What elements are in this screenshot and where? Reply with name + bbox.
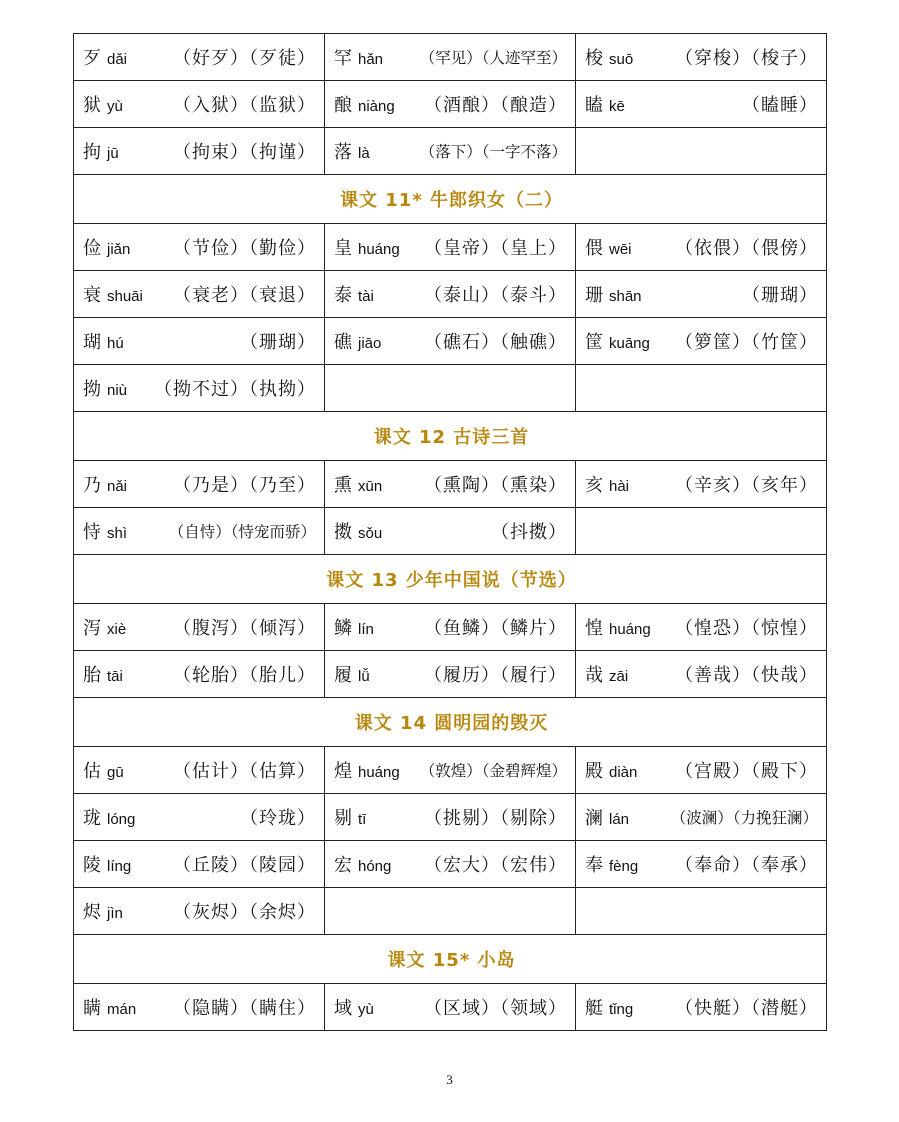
- vocab-cell: [325, 224, 576, 271]
- character: 宏: [334, 855, 352, 876]
- example-words: （丘陵）（陵园）: [173, 855, 316, 876]
- character: 礁: [334, 332, 352, 353]
- table-row: [74, 794, 827, 841]
- vocab-cell: [576, 841, 827, 888]
- section-heading-row: [74, 698, 827, 747]
- vocab-cell: [74, 224, 325, 271]
- character: 履: [334, 665, 352, 686]
- section-title: 课文 14 圆明园的毁灭: [74, 698, 827, 747]
- character: 俭: [83, 238, 101, 259]
- table-row: [74, 984, 827, 1031]
- pinyin: jū: [107, 145, 119, 162]
- section-heading-row: [74, 935, 827, 984]
- vocab-cell: [325, 318, 576, 365]
- character: 胎: [83, 665, 101, 686]
- table-row: [74, 365, 827, 412]
- vocab-cell: [576, 651, 827, 698]
- pinyin: lín: [358, 621, 374, 638]
- section-title: 课文 11* 牛郎织女（二）: [74, 175, 827, 224]
- example-words: （穿梭）（梭子）: [675, 48, 818, 69]
- vocab-cell: [74, 34, 325, 81]
- pinyin: suō: [609, 51, 634, 68]
- example-words: （箩筐）（竹筐）: [675, 332, 818, 353]
- character: 烬: [83, 902, 101, 923]
- pinyin: shān: [609, 288, 642, 305]
- table-row: [74, 604, 827, 651]
- vocabulary-sheet: [73, 33, 826, 1031]
- example-words: （拘束）（拘谨）: [173, 142, 316, 163]
- example-words: （泰山）（泰斗）: [424, 285, 567, 306]
- pinyin: tāi: [107, 668, 123, 685]
- pinyin: niù: [107, 382, 128, 399]
- vocab-cell: [74, 128, 325, 175]
- example-words: （节俭）（勤俭）: [173, 238, 316, 259]
- pinyin: niàng: [358, 98, 395, 115]
- character: 剔: [334, 808, 352, 829]
- table-row: [74, 747, 827, 794]
- section-title: 课文 13 少年中国说（节选）: [74, 555, 827, 604]
- character: 熏: [334, 475, 352, 496]
- example-words: （礁石）（触礁）: [424, 332, 567, 353]
- pinyin: shuāi: [107, 288, 143, 305]
- pinyin: tī: [358, 811, 367, 828]
- character: 筐: [585, 332, 603, 353]
- example-words: （拗不过）（执拗）: [154, 379, 316, 400]
- example-words: （鱼鳞）（鳞片）: [424, 618, 567, 639]
- character: 泻: [83, 618, 101, 639]
- pinyin: shì: [107, 525, 128, 542]
- vocab-cell: [325, 604, 576, 651]
- example-words: （抖擞）: [491, 522, 567, 543]
- example-words: （依偎）（偎傍）: [675, 238, 818, 259]
- example-words: （波澜）（力挽狂澜）: [670, 809, 818, 827]
- character: 落: [334, 142, 352, 163]
- vocab-cell: [74, 747, 325, 794]
- vocab-cell: [325, 271, 576, 318]
- example-words: （自恃）（恃宠而骄）: [168, 523, 316, 541]
- vocab-cell: [576, 224, 827, 271]
- vocab-cell: [74, 461, 325, 508]
- vocab-cell: [74, 271, 325, 318]
- section-heading-row: [74, 175, 827, 224]
- pinyin: hóng: [358, 858, 392, 875]
- example-words: （隐瞒）（瞒住）: [173, 998, 316, 1019]
- example-words: （玲珑）: [240, 808, 316, 829]
- example-words: （罕见）（人迹罕至）: [419, 49, 567, 67]
- pinyin: tǐng: [609, 1001, 634, 1018]
- character: 亥: [585, 475, 603, 496]
- vocab-cell: [576, 747, 827, 794]
- pinyin: hǎn: [358, 51, 384, 68]
- character: 珑: [83, 808, 101, 829]
- example-words: （落下）（一字不落）: [419, 143, 567, 161]
- vocab-cell: [576, 984, 827, 1031]
- pinyin: xiè: [107, 621, 127, 638]
- vocab-cell: [576, 81, 827, 128]
- example-words: （入狱）（监狱）: [173, 95, 316, 116]
- character: 罕: [334, 48, 352, 69]
- character: 瞒: [83, 998, 101, 1019]
- example-words: （酒酿）（酿造）: [424, 95, 567, 116]
- vocabulary-table: [73, 33, 827, 1031]
- example-words: （履历）（履行）: [424, 665, 567, 686]
- vocab-cell: [325, 461, 576, 508]
- character: 瑚: [83, 332, 101, 353]
- pinyin: lǚ: [358, 668, 370, 685]
- character: 泰: [334, 285, 352, 306]
- table-row: [74, 81, 827, 128]
- pinyin: yù: [358, 1001, 374, 1018]
- pinyin: là: [358, 145, 370, 162]
- vocab-cell: [325, 81, 576, 128]
- character: 恃: [83, 522, 101, 543]
- character: 皇: [334, 238, 352, 259]
- example-words: （好歹）（歹徒）: [173, 48, 316, 69]
- character: 瞌: [585, 95, 603, 116]
- example-words: （区域）（领域）: [424, 998, 567, 1019]
- character: 煌: [334, 761, 352, 782]
- table-row: [74, 34, 827, 81]
- pinyin: hú: [107, 335, 124, 352]
- vocab-cell: [74, 365, 325, 412]
- pinyin: jiǎn: [107, 241, 131, 258]
- character: 陵: [83, 855, 101, 876]
- vocab-cell: [74, 651, 325, 698]
- pinyin: huáng: [358, 241, 400, 258]
- pinyin: huáng: [609, 621, 651, 638]
- table-row: [74, 651, 827, 698]
- character: 拘: [83, 142, 101, 163]
- table-row: [74, 224, 827, 271]
- section-title: 课文 12 古诗三首: [74, 412, 827, 461]
- example-words: （珊瑚）: [742, 285, 818, 306]
- character: 酿: [334, 95, 352, 116]
- character: 殿: [585, 761, 603, 782]
- table-row: [74, 508, 827, 555]
- example-words: （快艇）（潜艇）: [675, 998, 818, 1019]
- example-words: （熏陶）（熏染）: [424, 475, 567, 496]
- pinyin: wēi: [609, 241, 632, 258]
- empty-cell: [576, 128, 827, 175]
- pinyin: sǒu: [358, 525, 383, 542]
- vocab-cell: [325, 651, 576, 698]
- vocab-cell: [325, 984, 576, 1031]
- vocab-cell: [74, 508, 325, 555]
- example-words: （珊瑚）: [240, 332, 316, 353]
- table-row: [74, 461, 827, 508]
- example-words: （宏大）（宏伟）: [424, 855, 567, 876]
- pinyin: lán: [609, 811, 630, 828]
- character: 乃: [83, 475, 101, 496]
- example-words: （轮胎）（胎儿）: [173, 665, 316, 686]
- vocab-cell: [74, 81, 325, 128]
- pinyin: tài: [358, 288, 374, 305]
- character: 擞: [334, 522, 352, 543]
- example-words: （辛亥）（亥年）: [675, 475, 818, 496]
- vocab-cell: [576, 271, 827, 318]
- example-words: （善哉）（快哉）: [675, 665, 818, 686]
- character: 惶: [585, 618, 603, 639]
- pinyin: fèng: [609, 858, 639, 875]
- empty-cell: [325, 365, 576, 412]
- vocab-cell: [325, 128, 576, 175]
- pinyin: xūn: [358, 478, 383, 495]
- vocab-cell: [74, 794, 325, 841]
- empty-cell: [576, 888, 827, 935]
- example-words: （惶恐）（惊惶）: [675, 618, 818, 639]
- vocab-cell: [74, 888, 325, 935]
- empty-cell: [576, 508, 827, 555]
- vocab-cell: [576, 318, 827, 365]
- pinyin: dǎi: [107, 51, 128, 68]
- vocab-cell: [576, 461, 827, 508]
- character: 鳞: [334, 618, 352, 639]
- vocab-cell: [74, 984, 325, 1031]
- character: 歹: [83, 48, 101, 69]
- pinyin: huáng: [358, 764, 400, 781]
- example-words: （乃是）（乃至）: [173, 475, 316, 496]
- example-words: （灰烬）（余烬）: [173, 902, 316, 923]
- empty-cell: [325, 888, 576, 935]
- pinyin: nǎi: [107, 478, 128, 495]
- pinyin: kē: [609, 98, 625, 115]
- character: 梭: [585, 48, 603, 69]
- vocab-cell: [74, 841, 325, 888]
- character: 估: [83, 761, 101, 782]
- section-heading-row: [74, 412, 827, 461]
- pinyin: kuāng: [609, 335, 650, 352]
- pinyin: mán: [107, 1001, 137, 1018]
- pinyin: yù: [107, 98, 123, 115]
- example-words: （敦煌）（金碧辉煌）: [419, 762, 567, 780]
- character: 哉: [585, 665, 603, 686]
- vocab-cell: [325, 34, 576, 81]
- character: 澜: [585, 808, 603, 829]
- vocab-cell: [325, 747, 576, 794]
- section-heading-row: [74, 555, 827, 604]
- character: 域: [334, 998, 352, 1019]
- example-words: （宫殿）（殿下）: [675, 761, 818, 782]
- table-row: [74, 318, 827, 365]
- vocab-cell: [576, 604, 827, 651]
- character: 狱: [83, 95, 101, 116]
- character: 偎: [585, 238, 603, 259]
- example-words: （皇帝）（皇上）: [424, 238, 567, 259]
- example-words: （挑剔）（剔除）: [424, 808, 567, 829]
- example-words: （奉命）（奉承）: [675, 855, 818, 876]
- example-words: （衰老）（衰退）: [173, 285, 316, 306]
- character: 珊: [585, 285, 603, 306]
- character: 奉: [585, 855, 603, 876]
- empty-cell: [576, 365, 827, 412]
- section-title: 课文 15* 小岛: [74, 935, 827, 984]
- vocab-cell: [325, 508, 576, 555]
- table-row: [74, 128, 827, 175]
- page-number: 3: [446, 1072, 453, 1087]
- example-words: （估计）（估算）: [173, 761, 316, 782]
- vocab-cell: [74, 604, 325, 651]
- pinyin: gū: [107, 764, 124, 781]
- character: 衰: [83, 285, 101, 306]
- pinyin: lóng: [107, 811, 136, 828]
- pinyin: diàn: [609, 764, 638, 781]
- character: 艇: [585, 998, 603, 1019]
- vocab-cell: [576, 34, 827, 81]
- vocab-cell: [325, 794, 576, 841]
- pinyin: líng: [107, 858, 132, 875]
- vocab-cell: [325, 841, 576, 888]
- table-row: [74, 271, 827, 318]
- example-words: （瞌睡）: [742, 95, 818, 116]
- character: 拗: [83, 379, 101, 400]
- vocab-cell: [74, 318, 325, 365]
- example-words: （腹泻）（倾泻）: [173, 618, 316, 639]
- table-row: [74, 841, 827, 888]
- vocab-cell: [576, 794, 827, 841]
- pinyin: hài: [609, 478, 630, 495]
- pinyin: jìn: [107, 905, 123, 922]
- pinyin: jiāo: [358, 335, 382, 352]
- pinyin: zāi: [609, 668, 629, 685]
- table-row: [74, 888, 827, 935]
